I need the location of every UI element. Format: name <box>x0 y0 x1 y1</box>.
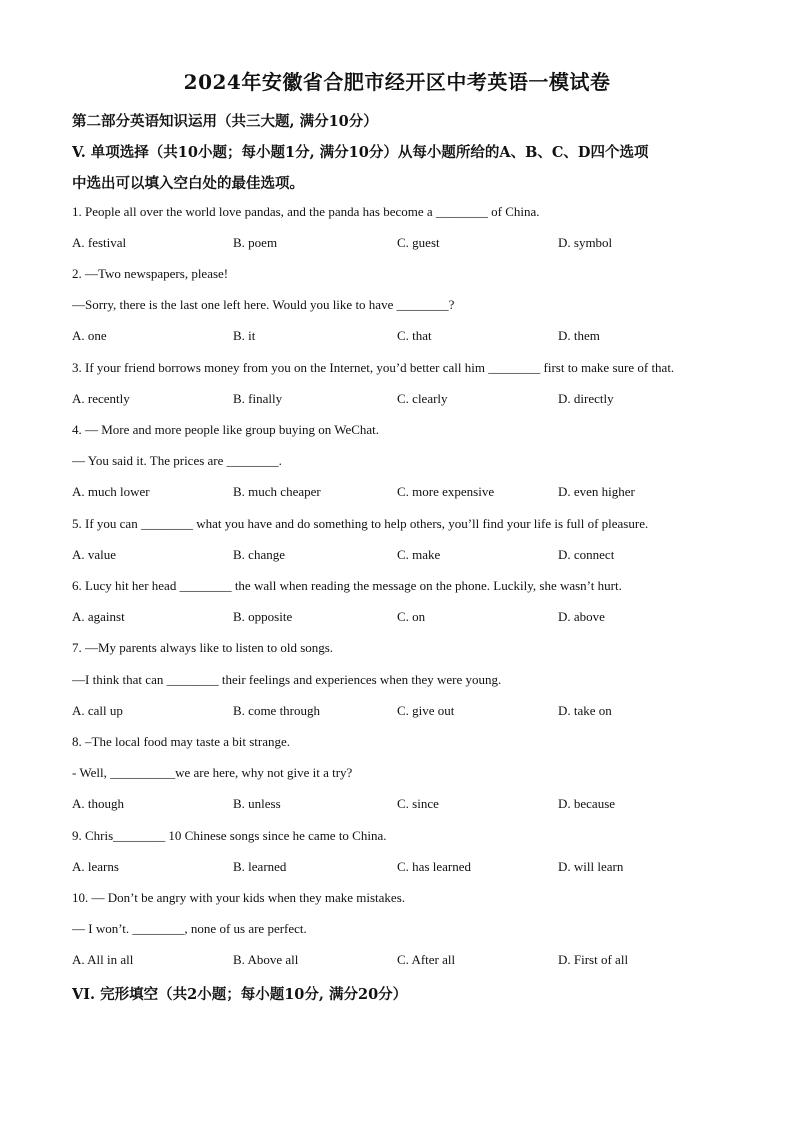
question-1-option-c: C. guest <box>397 235 440 250</box>
question-8-option-d: D. because <box>558 796 616 811</box>
question-5-option-d: D. connect <box>558 547 615 562</box>
question-6-option-b: B. opposite <box>233 609 293 624</box>
page-title: 2024年安徽省合肥市经开区中考英语一模试卷 <box>183 70 611 94</box>
question-3-option-a: A. recently <box>72 391 130 406</box>
question-6-option-c: C. on <box>397 609 426 624</box>
question-8-stem-line-1: 8. –The local food may taste a bit strange. <box>72 734 291 749</box>
question-4-option-b: B. much cheaper <box>233 484 321 499</box>
question-8-stem-line-2: - Well, __________we are here, why not give it a try? <box>72 765 353 780</box>
question-1-option-a: A. festival <box>72 235 127 250</box>
question-7-option-a: A. call up <box>72 703 123 718</box>
question-3-stem: 3. If your friend borrows money from you on the Internet, you’d better call him ________ first to make sure of that. <box>72 360 675 375</box>
question-10-option-c: C. After all <box>397 952 456 967</box>
question-10-stem-line-2: — I won’t. ________, none of us are perfect. <box>72 921 307 936</box>
question-4-stem-line-2: — You said it. The prices are ________. <box>72 453 282 468</box>
question-7-stem-line-2: —I think that can ________ their feelings and experiences when they were young. <box>72 672 502 687</box>
question-4-option-d: D. even higher <box>558 484 635 499</box>
question-7-stem-line-1: 7. —My parents always like to listen to old songs. <box>72 640 334 655</box>
question-7-option-d: D. take on <box>558 703 612 718</box>
question-3-option-c: C. clearly <box>397 391 448 406</box>
section-six-heading: VI. 完形填空（共2小题；每小题10分, 满分20分） <box>72 986 408 1003</box>
question-10-option-d: D. First of all <box>558 952 629 967</box>
question-5-stem: 5. If you can ________ what you have and do something to help others, you’ll find your life is full of pleasure. <box>72 516 649 531</box>
question-7-option-b: B. come through <box>233 703 321 718</box>
question-1-stem: 1. People all over the world love pandas, and the panda has become a ________ of China. <box>72 204 540 219</box>
question-2-option-d: D. them <box>558 328 600 343</box>
question-9-option-b: B. learned <box>233 859 287 874</box>
question-10-option-a: A. All in all <box>72 952 134 967</box>
section-five-heading-line-1: V. 单项选择（共10小题；每小题1分, 满分10分）从每小题所给的A、B、C、D四个选项 <box>72 144 649 161</box>
question-9-option-a: A. learns <box>72 859 119 874</box>
question-4-option-a: A. much lower <box>72 484 150 499</box>
question-9-option-c: C. has learned <box>397 859 472 874</box>
question-5-option-b: B. change <box>233 547 285 562</box>
question-5-option-a: A. value <box>72 547 117 562</box>
question-5-option-c: C. make <box>397 547 441 562</box>
question-2-option-c: C. that <box>397 328 432 343</box>
question-10-stem-line-1: 10. — Don’t be angry with your kids when they make mistakes. <box>72 890 406 905</box>
question-6-option-a: A. against <box>72 609 125 624</box>
question-2-option-a: A. one <box>72 328 107 343</box>
question-8-option-a: A. though <box>72 796 124 811</box>
section-five-heading-line-2: 中选出可以填入空白处的最佳选项。 <box>72 175 304 192</box>
question-9-option-d: D. will learn <box>558 859 624 874</box>
question-3-option-d: D. directly <box>558 391 614 406</box>
question-4-stem-line-1: 4. — More and more people like group buying on WeChat. <box>72 422 380 437</box>
question-2-stem-line-2: —Sorry, there is the last one left here. Would you like to have ________? <box>72 297 455 312</box>
question-1-option-b: B. poem <box>233 235 278 250</box>
question-4-option-c: C. more expensive <box>397 484 495 499</box>
question-10-option-b: B. Above all <box>233 952 299 967</box>
question-9-stem: 9. Chris________ 10 Chinese songs since he came to China. <box>72 828 387 843</box>
question-6-stem: 6. Lucy hit her head ________ the wall when reading the message on the phone. Luckily, she wasn’t hurt. <box>72 578 622 593</box>
part-two-heading: 第二部分英语知识运用（共三大题, 满分10分） <box>72 113 378 130</box>
question-3-option-b: B. finally <box>233 391 283 406</box>
question-8-option-b: B. unless <box>233 796 281 811</box>
question-2-stem-line-1: 2. —Two newspapers, please! <box>72 266 229 281</box>
question-8-option-c: C. since <box>397 796 439 811</box>
question-6-option-d: D. above <box>558 609 605 624</box>
question-7-option-c: C. give out <box>397 703 455 718</box>
question-1-option-d: D. symbol <box>558 235 613 250</box>
question-2-option-b: B. it <box>233 328 256 343</box>
